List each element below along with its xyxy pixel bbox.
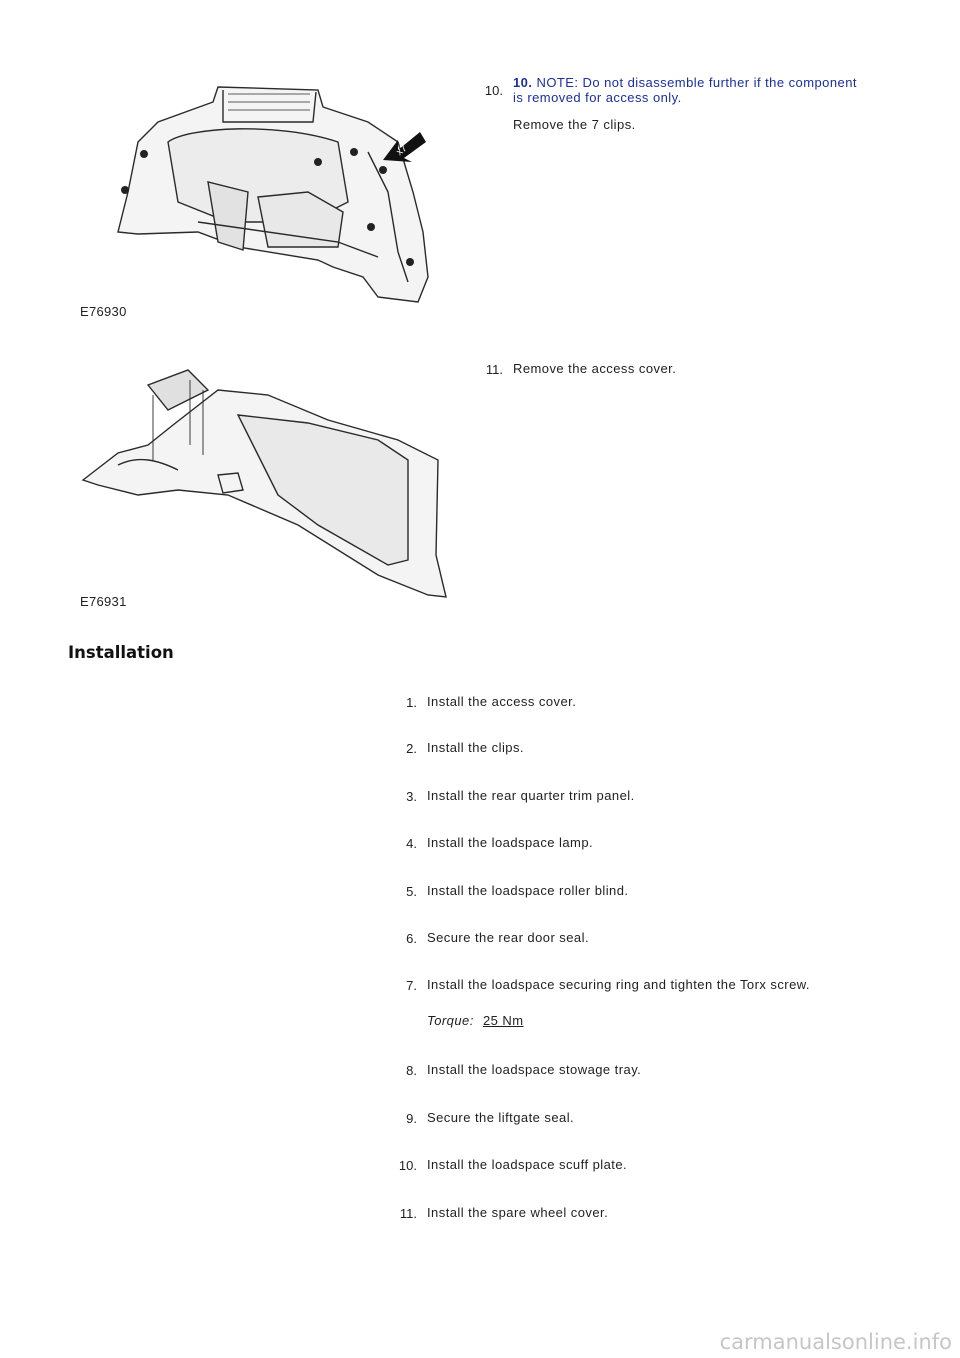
installation-heading: Installation [68,643,174,662]
note-text: NOTE: Do not disassemble further if the component [532,75,857,90]
clip-count-callout: x7 [394,142,410,159]
step-text: Secure the rear door seal. [427,930,590,945]
step-number: 9. [406,1111,417,1126]
step-text: Install the loadspace lamp. [427,835,594,850]
step-text: Install the clips. [427,740,524,755]
step-number: 4. [406,836,417,851]
step-number: 10. [484,83,503,98]
step-text: Secure the liftgate seal. [427,1110,575,1125]
step-note [513,76,893,90]
step-number: 11. [399,1206,417,1221]
step-number: 8. [406,1063,417,1078]
torque-label: Torque: [427,1013,474,1028]
figure-e76930 [78,82,458,322]
figure-e76931 [78,365,458,605]
torque-value-link[interactable]: 25 Nm [483,1013,524,1028]
step-text: Install the loadspace stowage tray. [427,1062,642,1077]
watermark: carmanualsonline.info [719,1330,952,1354]
note-text-continued: is removed for access only. [513,90,682,105]
step-number: 7. [406,978,417,993]
step-number: 5. [406,884,417,899]
step-number: 3. [406,789,417,804]
step-text: Install the loadspace securing ring and tighten the Torx screw. [427,977,810,992]
step-text: Install the spare wheel cover. [427,1205,609,1220]
step-text: Remove the access cover. [513,361,677,376]
quarter-trim-panel-illustration [78,82,458,322]
step-text: Install the access cover. [427,694,577,709]
step-number: 11. [485,362,503,377]
step-number: 2. [406,741,417,756]
note-step-number: 10. [513,75,533,90]
access-cover-illustration [78,365,458,605]
step-text: Install the loadspace roller blind. [427,883,629,898]
step-number: 6. [406,931,417,946]
step-text: Remove the 7 clips. [513,117,636,132]
step-text: Install the rear quarter trim panel. [427,788,635,803]
step-text: Install the loadspace scuff plate. [427,1157,628,1172]
figure-label: E76931 [80,594,127,609]
step-number: 1. [406,695,417,710]
step-number: 10. [398,1158,417,1173]
figure-label: E76930 [80,304,127,319]
